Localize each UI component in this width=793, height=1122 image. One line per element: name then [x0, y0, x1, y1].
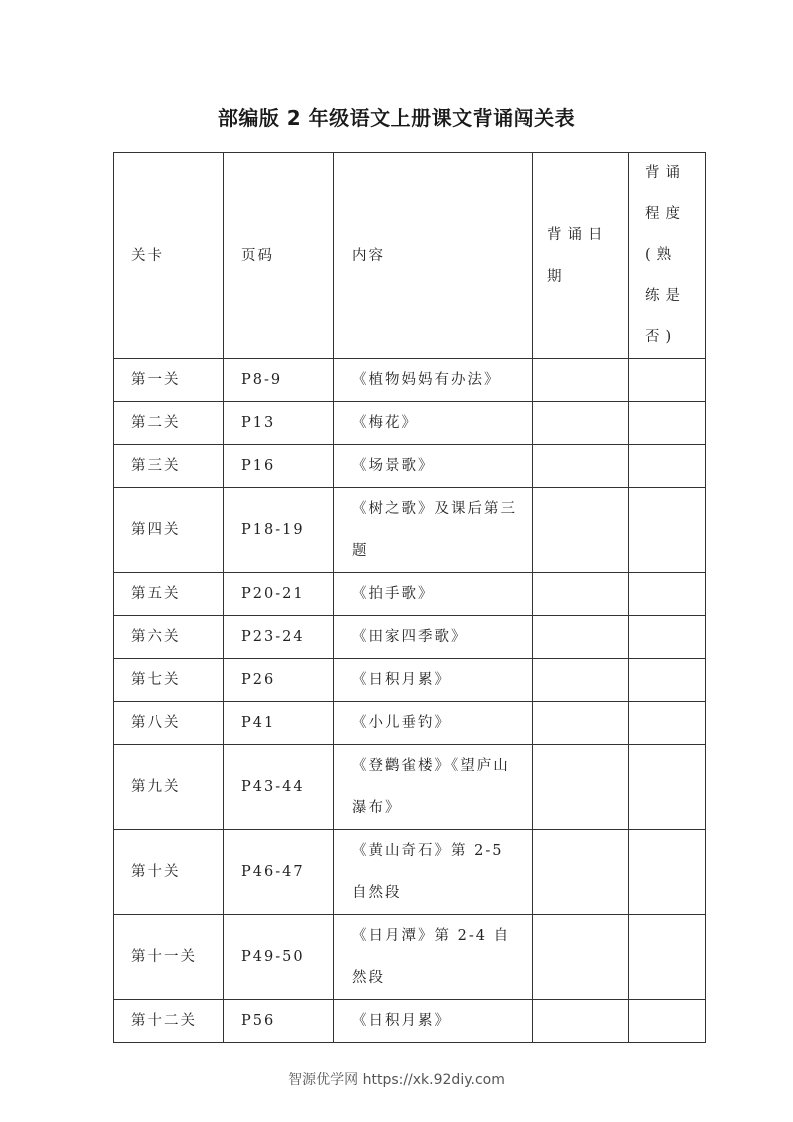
table-row: [114, 702, 706, 745]
progress-cell[interactable]: [629, 659, 706, 702]
level-cell: 第三关: [114, 445, 224, 488]
level-cell: 第十一关: [114, 915, 224, 1000]
table-row: [114, 445, 706, 488]
progress-cell[interactable]: [629, 402, 706, 445]
content-cell: 《黄山奇石》第 2-5 自然段: [334, 830, 533, 915]
content-cell: 《日积月累》: [334, 659, 533, 702]
date-cell[interactable]: [533, 616, 629, 659]
date-cell[interactable]: [533, 659, 629, 702]
content-cell: 《日积月累》: [334, 1000, 533, 1043]
table-row: [114, 659, 706, 702]
page-cell: P43-44: [224, 745, 334, 830]
level-cell: 第七关: [114, 659, 224, 702]
content-cell: 《小儿垂钓》: [334, 702, 533, 745]
date-cell[interactable]: [533, 573, 629, 616]
table-row: [114, 488, 706, 573]
progress-cell[interactable]: [629, 359, 706, 402]
table-row: [114, 1000, 706, 1043]
level-cell: 第四关: [114, 488, 224, 573]
table-row: [114, 359, 706, 402]
date-cell[interactable]: [533, 745, 629, 830]
page-cell: P20-21: [224, 573, 334, 616]
progress-cell[interactable]: [629, 616, 706, 659]
header-recite-date: 背诵日期: [533, 153, 629, 359]
page-cell: P13: [224, 402, 334, 445]
date-cell[interactable]: [533, 702, 629, 745]
content-cell: 《日月潭》第 2-4 自然段: [334, 915, 533, 1000]
level-cell: 第一关: [114, 359, 224, 402]
table-row: [114, 573, 706, 616]
table-row: [114, 915, 706, 1000]
table-row: [114, 402, 706, 445]
header-content: 内容: [334, 153, 533, 359]
level-cell: 第八关: [114, 702, 224, 745]
page-cell: P26: [224, 659, 334, 702]
level-cell: 第九关: [114, 745, 224, 830]
progress-cell[interactable]: [629, 573, 706, 616]
content-cell: 《拍手歌》: [334, 573, 533, 616]
page-cell: P46-47: [224, 830, 334, 915]
level-cell: 第五关: [114, 573, 224, 616]
date-cell[interactable]: [533, 1000, 629, 1043]
progress-cell[interactable]: [629, 702, 706, 745]
header-recite-progress: 背诵程度(熟练是否): [629, 153, 706, 359]
page-cell: P16: [224, 445, 334, 488]
header-page: 页码: [224, 153, 334, 359]
header-level: 关卡: [114, 153, 224, 359]
page-cell: P56: [224, 1000, 334, 1043]
level-cell: 第十关: [114, 830, 224, 915]
progress-cell[interactable]: [629, 745, 706, 830]
date-cell[interactable]: [533, 488, 629, 573]
footer-watermark: 智源优学网 https://xk.92diy.com: [288, 1072, 505, 1088]
table-row: [114, 745, 706, 830]
level-cell: 第十二关: [114, 1000, 224, 1043]
table-header-row: [114, 153, 706, 359]
content-cell: 《植物妈妈有办法》: [334, 359, 533, 402]
page-cell: P41: [224, 702, 334, 745]
content-cell: 《场景歌》: [334, 445, 533, 488]
page-cell: P8-9: [224, 359, 334, 402]
date-cell[interactable]: [533, 445, 629, 488]
progress-cell[interactable]: [629, 488, 706, 573]
page-cell: P49-50: [224, 915, 334, 1000]
progress-cell[interactable]: [629, 1000, 706, 1043]
progress-cell[interactable]: [629, 915, 706, 1000]
page-cell: P23-24: [224, 616, 334, 659]
progress-cell[interactable]: [629, 830, 706, 915]
date-cell[interactable]: [533, 402, 629, 445]
content-cell: 《梅花》: [334, 402, 533, 445]
level-cell: 第二关: [114, 402, 224, 445]
date-cell[interactable]: [533, 359, 629, 402]
table-row: [114, 830, 706, 915]
content-cell: 《田家四季歌》: [334, 616, 533, 659]
date-cell[interactable]: [533, 915, 629, 1000]
content-cell: 《树之歌》及课后第三题: [334, 488, 533, 573]
date-cell[interactable]: [533, 830, 629, 915]
content-cell: 《登鹳雀楼》《望庐山瀑布》: [334, 745, 533, 830]
document-title: 部编版 2 年级语文上册课文背诵闯关表: [217, 106, 576, 130]
page-cell: P18-19: [224, 488, 334, 573]
level-cell: 第六关: [114, 616, 224, 659]
table-row: [114, 616, 706, 659]
recitation-table: [113, 152, 706, 1043]
progress-cell[interactable]: [629, 445, 706, 488]
